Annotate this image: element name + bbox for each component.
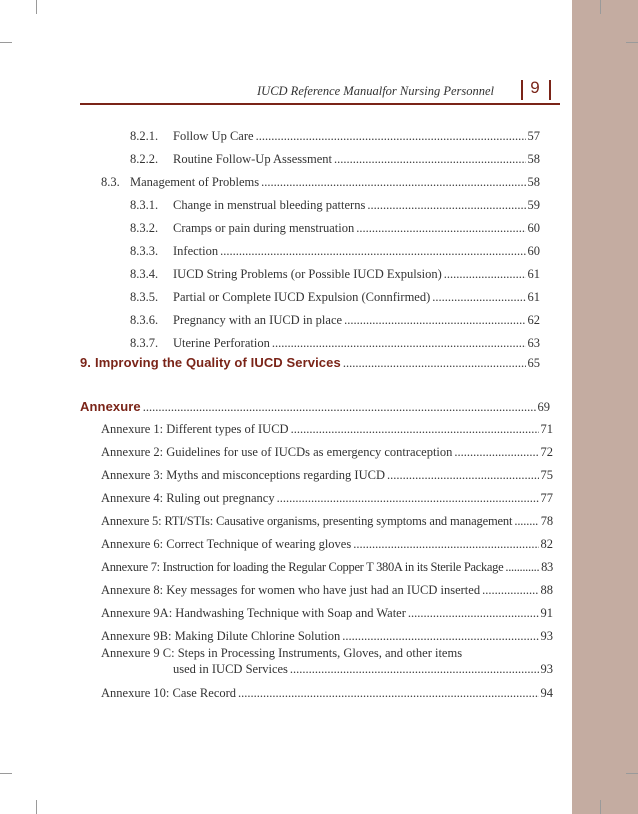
toc-page: 71 [540, 422, 553, 436]
toc-title: Annexure [80, 399, 141, 414]
toc-page: 75 [540, 468, 553, 482]
toc-page: 78 [540, 514, 553, 528]
toc-entry[interactable] [130, 129, 540, 145]
toc-entry[interactable] [101, 445, 553, 461]
toc-number: 8.3.3. [130, 244, 159, 258]
crop-mark [0, 773, 12, 774]
crop-mark [0, 42, 12, 43]
header-title: IUCD Reference Manualfor Nursing Personnel [257, 84, 494, 98]
toc-page: 82 [540, 537, 553, 551]
toc-page: 69 [537, 400, 550, 414]
dot-leader [343, 356, 526, 371]
toc-page: 60 [527, 244, 540, 258]
toc-entry[interactable] [130, 313, 540, 329]
toc-entry[interactable] [101, 537, 553, 553]
header-rule [80, 103, 560, 105]
toc-title: Uterine Perforation [173, 336, 270, 350]
toc-title: Annexure 9B: Making Dilute Chlorine Solution [101, 629, 341, 643]
running-header [80, 80, 560, 104]
crop-mark [36, 0, 37, 14]
page-number: 9 [530, 78, 540, 97]
toc-entry[interactable] [101, 583, 553, 599]
toc-title: Annexure 4: Ruling out pregnancy [101, 491, 275, 505]
toc-title: Change in menstrual bleeding patterns [173, 198, 366, 212]
crop-mark [36, 800, 37, 814]
toc-number: 9. [80, 355, 91, 370]
toc-title: Annexure 3: Myths and misconceptions regarding IUCD [101, 468, 385, 482]
toc-page: 83 [541, 560, 553, 574]
crop-mark [626, 42, 638, 43]
toc-entry-continuation[interactable] [173, 662, 553, 678]
toc-title: Annexure 8: Key messages for women who have just had an IUCD inserted [101, 583, 481, 597]
dot-leader [505, 560, 539, 575]
dot-leader [444, 267, 526, 282]
toc-page: 58 [527, 152, 540, 166]
toc-entry[interactable] [130, 198, 540, 214]
dot-leader [356, 221, 525, 236]
toc-title: Annexure 6: Correct Technique of wearing gloves [101, 537, 352, 551]
dot-leader [367, 198, 525, 213]
toc-page: 94 [540, 686, 553, 700]
toc-title: Annexure 10: Case Record [101, 686, 237, 700]
toc-entry[interactable] [101, 422, 553, 438]
toc-title-continuation: used in IUCD Services [173, 662, 288, 676]
dot-leader [277, 491, 539, 506]
dot-leader [454, 445, 538, 460]
toc-entry[interactable] [130, 336, 540, 352]
toc-title: Annexure 1: Different types of IUCD [101, 422, 289, 436]
toc-entry[interactable] [101, 175, 540, 191]
toc-entry[interactable] [130, 267, 540, 283]
toc-page: 77 [540, 491, 553, 505]
toc-entry[interactable] [130, 244, 540, 260]
toc-page: 72 [540, 445, 553, 459]
dot-leader [482, 583, 538, 598]
toc-entry[interactable] [101, 468, 553, 484]
toc-title: Infection [173, 244, 219, 258]
toc-chapter-entry[interactable] [80, 355, 540, 371]
dot-leader [342, 629, 538, 644]
toc-title: Annexure 2: Guidelines for use of IUCDs as emergency contraception [101, 445, 453, 459]
header-divider [549, 80, 551, 100]
toc-number: 8.3.1. [130, 198, 159, 212]
dot-leader [238, 686, 538, 701]
toc-entry[interactable] [101, 686, 553, 702]
toc-title: IUCD String Problems (or Possible IUCD Expulsion) [173, 267, 442, 281]
toc-title: Routine Follow-Up Assessment [173, 152, 333, 166]
toc-number: 8.3.5. [130, 290, 159, 304]
crop-mark [626, 773, 638, 774]
toc-chapter-entry[interactable] [80, 399, 550, 415]
toc-number: 8.3.4. [130, 267, 159, 281]
toc-page: 58 [527, 175, 540, 189]
toc-title: Management of Problems [130, 175, 260, 189]
crop-mark [600, 800, 601, 814]
toc-entry[interactable] [101, 491, 553, 507]
toc-entry[interactable] [101, 629, 553, 645]
toc-title: Annexure 5: RTI/STIs: Causative organisms, presenting symptoms and management [101, 514, 513, 528]
toc-title: Cramps or pain during menstruation [173, 221, 355, 235]
dot-leader [387, 468, 539, 483]
toc-page: 88 [540, 583, 553, 597]
toc-number: 8.2.1. [130, 129, 159, 143]
toc-number: 8.3.2. [130, 221, 159, 235]
toc-page: 60 [527, 221, 540, 235]
toc-title: Pregnancy with an IUCD in place [173, 313, 343, 327]
toc-entry[interactable] [101, 560, 553, 576]
toc-number: 8.2.2. [130, 152, 159, 166]
dot-leader [432, 290, 525, 305]
toc-entry[interactable] [101, 606, 553, 622]
toc-title: Follow Up Care [173, 129, 254, 143]
dot-leader [272, 336, 526, 351]
dot-leader [256, 129, 526, 144]
toc-entry[interactable] [101, 514, 553, 530]
toc-page: 63 [527, 336, 540, 350]
dot-leader [344, 313, 525, 328]
toc-title: Annexure 9 C: Steps in Processing Instruments, Gloves, and other items [101, 646, 463, 660]
dot-leader [334, 152, 525, 167]
toc-page: 61 [527, 290, 540, 304]
toc-page: 93 [540, 662, 553, 676]
toc-entry[interactable] [130, 221, 540, 237]
toc-entry[interactable] [130, 290, 540, 306]
toc-number: 8.3. [101, 175, 120, 189]
dot-leader [408, 606, 539, 621]
dot-leader [514, 514, 538, 529]
toc-page: 57 [527, 129, 540, 143]
toc-number: 8.3.6. [130, 313, 159, 327]
dot-leader [220, 244, 525, 259]
toc-page: 61 [527, 267, 540, 281]
toc-entry[interactable] [101, 646, 553, 662]
toc-number: 8.3.7. [130, 336, 159, 350]
dot-leader [143, 400, 536, 415]
dot-leader [290, 662, 539, 677]
dot-leader [291, 422, 539, 437]
toc-page: 62 [527, 313, 540, 327]
toc-page: 93 [540, 629, 553, 643]
crop-mark [600, 0, 601, 14]
toc-title: Annexure 7: Instruction for loading the Regular Copper T 380A in its Sterile Package [101, 560, 504, 574]
toc-page: 91 [540, 606, 553, 620]
toc-entry[interactable] [130, 152, 540, 168]
page-edge-band [572, 0, 638, 814]
toc-page: 65 [527, 356, 540, 370]
toc-title: Annexure 9A: Handwashing Technique with Soap and Water [101, 606, 406, 620]
toc-page: 59 [527, 198, 540, 212]
dot-leader [353, 537, 538, 552]
dot-leader [261, 175, 525, 190]
toc-title: Partial or Complete IUCD Expulsion (Connfirmed) [173, 290, 431, 304]
toc-title: Improving the Quality of IUCD Services [95, 355, 341, 370]
